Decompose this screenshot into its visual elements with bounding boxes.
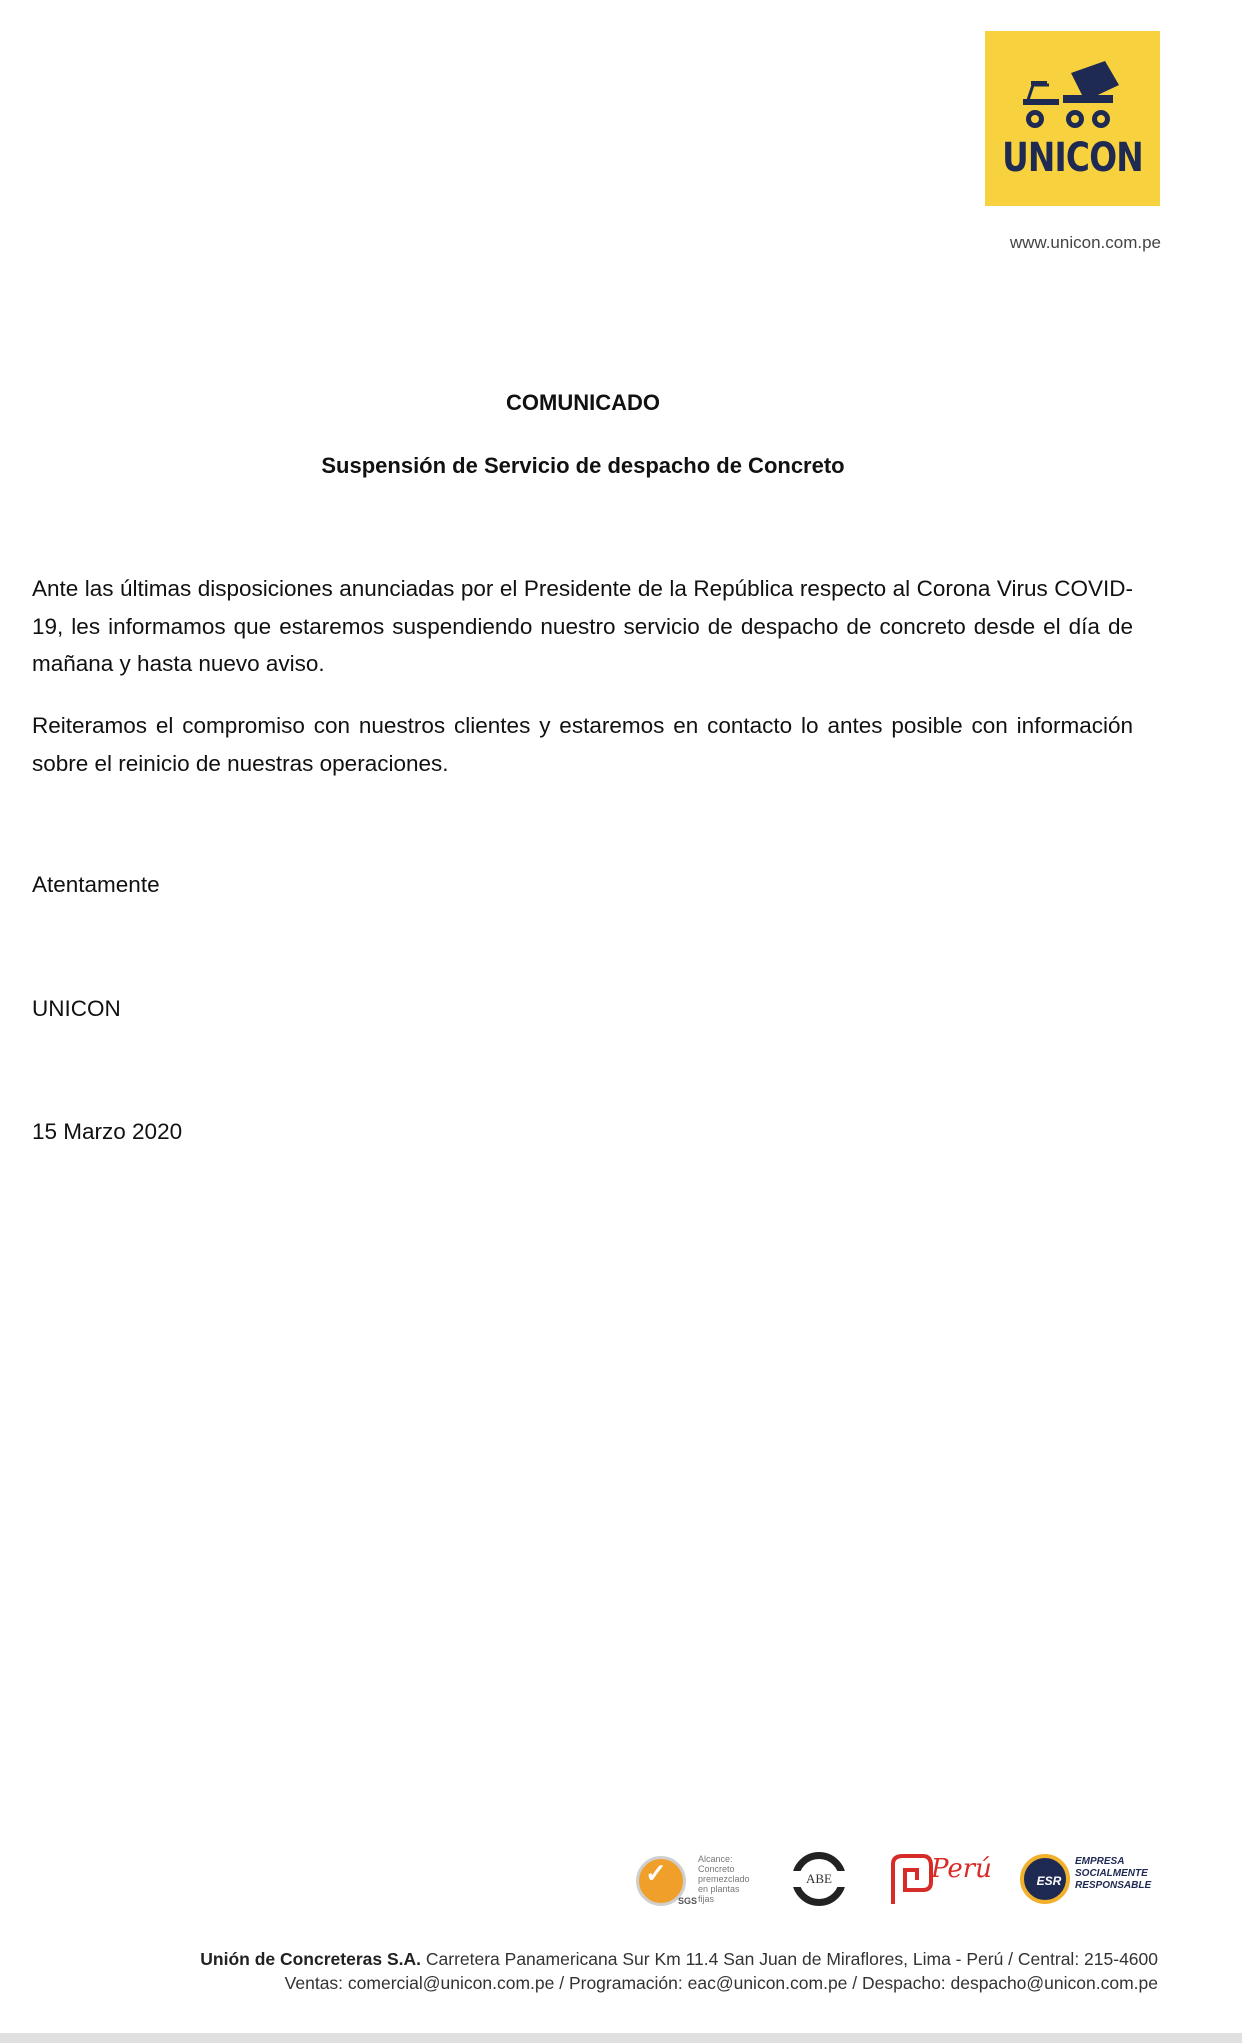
body-paragraph: Ante las últimas disposiciones anunciadas por el Presidente de la República respecto al Corona Virus COVID-19, les informamos que estaremos suspendiendo nuestro servicio de despacho de concreto desde el día de mañana y hasta nuevo aviso. [32, 576, 1133, 676]
esr-abbr: ESR [1036, 1874, 1062, 1888]
footer-address [0, 1949, 1158, 1970]
sgs-scope-text: Alcance: Concreto premezclado en plantas fijas [698, 1854, 750, 1904]
logo-text: UNICON [1002, 135, 1143, 181]
document-subtitle: Suspensión de Servicio de despacho de Concreto [321, 453, 845, 478]
concrete-mixer-truck-icon [1013, 55, 1133, 135]
website-url: www.unicon.com.pe [1009, 233, 1161, 252]
peru-swirl-icon [885, 1852, 935, 1908]
footer-contacts: Ventas: comercial@unicon.com.pe / Programación: eac@unicon.com.pe / Despacho: despacho@unicon.com.pe [284, 1973, 1158, 1993]
document-title: COMUNICADO [506, 390, 660, 415]
page-bottom-edge [0, 2033, 1242, 2043]
sgs-certification-logo [632, 1848, 752, 1918]
marca-peru-logo [885, 1848, 992, 1918]
esr-logo [1020, 1848, 1165, 1918]
sgs-label: SGS [678, 1896, 698, 1906]
abe-label: ABE [790, 1871, 848, 1887]
closing-text: Atentamente [32, 872, 160, 897]
body-paragraph: Reiteramos el compromiso con nuestros clientes y estaremos en contacto lo antes posible con información sobre el reinicio de nuestras operaciones. [32, 713, 1133, 776]
abe-logo [790, 1848, 852, 1918]
footer-address-text: Carretera Panamericana Sur Km 11.4 San Juan de Miraflores, Lima - Perú / Central: 215-4600 [421, 1949, 1158, 1969]
esr-text: EMPRESA SOCIALMENTE RESPONSABLE [1075, 1856, 1152, 1891]
peru-label: Perú [931, 1854, 992, 1884]
checkmark-icon: ✓ [645, 1858, 667, 1888]
unicon-logo [985, 31, 1160, 206]
esr-badge-icon [1020, 1854, 1070, 1904]
document-date: 15 Marzo 2020 [32, 1119, 183, 1144]
signature-text: UNICON [32, 996, 121, 1021]
footer-company: Unión de Concreteras S.A. [200, 1949, 422, 1969]
